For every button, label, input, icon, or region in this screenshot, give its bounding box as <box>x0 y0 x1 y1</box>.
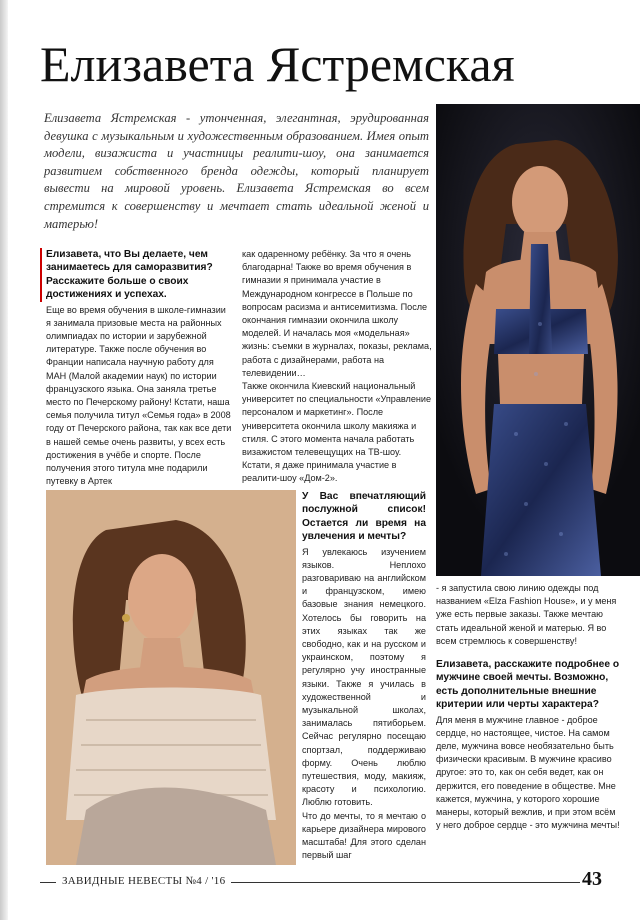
article-lead: Елизавета Ястремская - утонченная, элегантная, эрудированная девушка с музыкальным и художественным образованием. Имея опыт модели, визажиста и участницы реалити-шоу, она занимается развитием собственного бренда одежды, который планирует вывести на мировой уровень. Елизавета Ястремская во всем стремится к совершенству и мечтает стать идеальной женой и матерью! <box>44 111 429 231</box>
page-number: 43 <box>582 868 602 890</box>
gown-illustration <box>436 104 640 576</box>
answer-1: Еще во время обучения в школе-гимназии я занимала призовые места на районных олимпиадах по истории и зарубежной литературе. Также после обучения во Франции написала научную работу для МАН (Малой академии наук) по истории французского языка. Она заняла третье место по Печерскому району! Кстати, наша семья получила титул «Семья года» в 2008 году от Печерского района, так как все дети в нашей семье очень развиты, у всех есть достижения в учёбе и спорте. После получения этого титула мне подарили путевку в Артек <box>46 304 232 487</box>
answer-2-continued: - я запустила свою линию одежды под названием «Elza Fashion House», и у меня уже есть первые заказы. Также мечтаю стать идеальной женой и матерью. Я во всем стремлюсь к совершенству! <box>436 583 617 646</box>
answer-2: Я увлекаюсь изучением языков. Неплохо разговариваю на английском и французском, имею базовые знания немецкого. Хотелось бы говорить на этих языках так же свободно, как и на русском и украинском, поэтому я регулярно учу иностранные языки. Также я училась в художественной и музыкальной школах, занималась пятиборьем. Сейчас регулярно посещаю спортзал, поддерживаю форму. Очень люблю путешествия, моду, макияж, красоту и психологию. Люблю готовить. <box>302 546 426 808</box>
column-2 <box>242 248 432 486</box>
column-1 <box>46 248 232 488</box>
photo-portrait-gown <box>436 104 640 576</box>
question-2: У Вас впечатляющий послужной список! Остается ли время на увлечения и мечты? <box>302 491 426 543</box>
answer-1-continued: как одаренному ребёнку. За что я очень благодарна! Также во время обучения в гимназии я принимала участие в Международном конгрессе в Польше по вопросам расизма и антисемитизма. После окончания гимназии окончила школу моделей. И началась моя «модельная» жизнь: съемки в журналах, показы, реклама, работа с дизайнерами, работа на телевидении… <box>242 249 432 378</box>
column-3 <box>302 490 426 863</box>
column-4 <box>436 582 622 832</box>
photo-portrait-sweater <box>46 490 296 865</box>
footer-magazine-name: ЗАВИДНЫЕ НЕВЕСТЫ №4 / '16 <box>56 875 231 887</box>
answer-2-dream: Что до мечты, то я мечтаю о карьере дизайнера мирового масштаба! Для этого сделан первый шаг <box>302 810 426 861</box>
question-1: Елизавета, что Вы делаете, чем занимаетесь для саморазвития? Расскажите больше о своих достижениях и успехах. <box>40 248 232 302</box>
question-3: Елизавета, расскажите подробнее о мужчине своей мечты. Возможно, есть дополнительные внешние критерии или черты характера? <box>436 659 620 711</box>
page-edge <box>0 0 8 920</box>
answer-1-continued-2: Также окончила Киевский национальный университет по специальности «Управление персоналом и маркетинг». После университета окончила школу макияжа и стиля. С этого момента начала работать визажистом телевещущих на ТВ-шоу. Кстати, я даже принимала участие в реалити-шоу «Дом-2». <box>242 381 432 484</box>
article-title: Елизавета Ястремская <box>40 36 515 92</box>
answer-3: Для меня в мужчине главное - доброе сердце, но настоящее, чистое. На самом деле, мужчина вовсе необязательно быть физически красивым. В мужчине красиво другое: это то, как он себя ведет, как он держится, его поведение в обществе. Мне кажется, мужчина, у которого хорошие манеры, который вежлив, и при этом всём у него доброе сердце - это мужчина мечты! <box>436 714 620 831</box>
sweater-illustration <box>46 490 296 865</box>
